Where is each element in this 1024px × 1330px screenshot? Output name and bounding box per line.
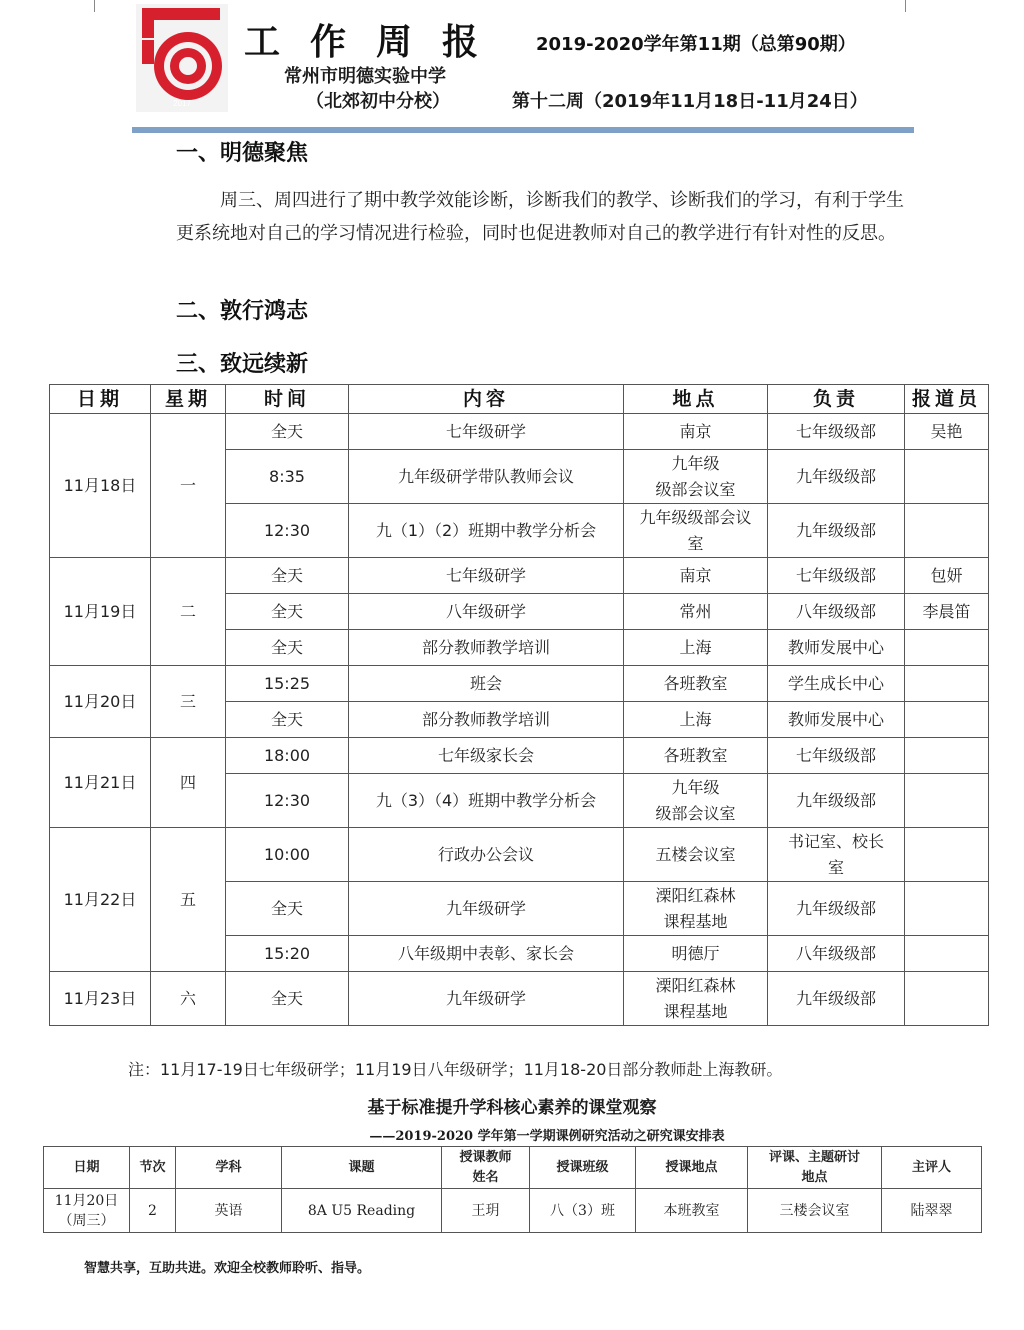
logo-year: 2017: [173, 99, 191, 108]
date-cell: 11月22日: [50, 828, 151, 972]
time-cell: 15:25: [226, 666, 349, 702]
school-name: 常州市明德实验中学: [284, 66, 446, 87]
weekday-cell: 六: [151, 972, 226, 1026]
content-cell: 九年级研学: [349, 972, 624, 1026]
reporter-cell: [905, 630, 989, 666]
column-header: 评课、主题研讨 地点: [748, 1147, 882, 1189]
time-cell: 全天: [226, 414, 349, 450]
place-cell: 明德厅: [624, 936, 768, 972]
observation-title: 基于标准提升学科核心素养的课堂观察: [367, 1098, 657, 1118]
observation-table: [43, 1146, 982, 1233]
owner-cell: 书记室、校长 室: [768, 828, 905, 882]
schedule-note: 注：11月17-19日七年级研学；11月19日八年级研学；11月18-20日部分教师赴上海教研。: [128, 1060, 783, 1079]
table-row: [50, 828, 989, 882]
observation-subtitle: ——2019-2020 学年第一学期课例研究活动之研究课安排表: [369, 1129, 725, 1144]
reporter-cell: [905, 504, 989, 558]
column-header: 报道员: [905, 385, 989, 414]
time-cell: 15:20: [226, 936, 349, 972]
content-cell: 班会: [349, 666, 624, 702]
reporter-cell: 包妍: [905, 558, 989, 594]
weekday-cell: 一: [151, 414, 226, 558]
place-cell: 常州: [624, 594, 768, 630]
place-cell: 各班教室: [624, 738, 768, 774]
owner-cell: 七年级级部: [768, 738, 905, 774]
date-cell: 11月19日: [50, 558, 151, 666]
issue-number: 2019-2020学年第11期（总第90期）: [536, 34, 856, 55]
content-cell: 九年级研学带队教师会议: [349, 450, 624, 504]
date-cell: 11月21日: [50, 738, 151, 828]
period-cell: 2: [130, 1189, 176, 1233]
teacher-cell: 王玥: [442, 1189, 530, 1233]
time-cell: 全天: [226, 594, 349, 630]
weekday-cell: 二: [151, 558, 226, 666]
reporter-cell: [905, 828, 989, 882]
reporter-cell: [905, 936, 989, 972]
place-cell: 南京: [624, 558, 768, 594]
reporter-cell: [905, 738, 989, 774]
time-cell: 12:30: [226, 504, 349, 558]
section-heading-focus: 一、明德聚焦: [176, 141, 309, 166]
time-cell: 全天: [226, 882, 349, 936]
owner-cell: 九年级级部: [768, 774, 905, 828]
weekly-schedule-table: [49, 384, 989, 1026]
place-cell: 上海: [624, 630, 768, 666]
column-header: 主评人: [882, 1147, 982, 1189]
table-row: [50, 738, 989, 774]
place-cell: 九年级 级部会议室: [624, 774, 768, 828]
week-range: 第十二周（2019年11月18日-11月24日）: [512, 91, 868, 112]
place-cell: 南京: [624, 414, 768, 450]
owner-cell: 九年级级部: [768, 972, 905, 1026]
table-row: [50, 666, 989, 702]
subject-cell: 英语: [176, 1189, 282, 1233]
owner-cell: 教师发展中心: [768, 630, 905, 666]
reviewer-cell: 陆翠翠: [882, 1189, 982, 1233]
column-header: 负责: [768, 385, 905, 414]
time-cell: 12:30: [226, 774, 349, 828]
content-cell: 部分教师教学培训: [349, 702, 624, 738]
content-cell: 八年级期中表彰、家长会: [349, 936, 624, 972]
place-cell: 溧阳红森林 课程基地: [624, 882, 768, 936]
reporter-cell: [905, 666, 989, 702]
reporter-cell: 李晨笛: [905, 594, 989, 630]
content-cell: 九（3）（4）班期中教学分析会: [349, 774, 624, 828]
column-header: 时间: [226, 385, 349, 414]
time-cell: 8:35: [226, 450, 349, 504]
place-cell: 九年级级部会议 室: [624, 504, 768, 558]
table-header-row: [44, 1147, 982, 1189]
place-cell: 本班教室: [636, 1189, 748, 1233]
content-cell: 七年级研学: [349, 414, 624, 450]
time-cell: 全天: [226, 972, 349, 1026]
table-row: [50, 972, 989, 1026]
owner-cell: 八年级级部: [768, 936, 905, 972]
content-cell: 九（1）（2）班期中教学分析会: [349, 504, 624, 558]
table-row: [50, 414, 989, 450]
page-edge-mark: [905, 0, 906, 12]
owner-cell: 学生成长中心: [768, 666, 905, 702]
column-header: 授课班级: [530, 1147, 636, 1189]
time-cell: 全天: [226, 630, 349, 666]
weekday-cell: 五: [151, 828, 226, 972]
column-header: 日期: [50, 385, 151, 414]
content-cell: 行政办公会议: [349, 828, 624, 882]
footer-note: 智慧共享，互助共进。欢迎全校教师聆听、指导。: [84, 1261, 371, 1276]
owner-cell: 七年级级部: [768, 558, 905, 594]
time-cell: 18:00: [226, 738, 349, 774]
column-header: 授课教师 姓名: [442, 1147, 530, 1189]
time-cell: 10:00: [226, 828, 349, 882]
column-header: 星期: [151, 385, 226, 414]
place-cell: 各班教室: [624, 666, 768, 702]
place-cell: 九年级 级部会议室: [624, 450, 768, 504]
reporter-cell: [905, 774, 989, 828]
date-cell: 11月20日 （周三）: [44, 1189, 130, 1233]
section-heading-future: 三、致远续新: [176, 352, 309, 377]
date-cell: 11月20日: [50, 666, 151, 738]
weekday-cell: 三: [151, 666, 226, 738]
page-edge-mark: [94, 0, 95, 12]
branch-name: （北郊初中分校）: [306, 91, 450, 112]
class-cell: 八（3）班: [530, 1189, 636, 1233]
place-cell: 上海: [624, 702, 768, 738]
header-divider: [132, 127, 914, 133]
date-cell: 11月18日: [50, 414, 151, 558]
owner-cell: 教师发展中心: [768, 702, 905, 738]
owner-cell: 七年级级部: [768, 414, 905, 450]
place-cell: 溧阳红森林 课程基地: [624, 972, 768, 1026]
column-header: 学科: [176, 1147, 282, 1189]
school-logo-icon: [136, 4, 228, 112]
review-place-cell: 三楼会议室: [748, 1189, 882, 1233]
weekday-cell: 四: [151, 738, 226, 828]
focus-paragraph: 周三、周四进行了期中教学效能诊断，诊断我们的教学、诊断我们的学习，有利于学生更系统地对自己的学习情况进行检验，同时也促进教师对自己的教学进行有针对性的反思。: [176, 190, 904, 244]
column-header: 日期: [44, 1147, 130, 1189]
owner-cell: 九年级级部: [768, 450, 905, 504]
table-header-row: [50, 385, 989, 414]
content-cell: 九年级研学: [349, 882, 624, 936]
date-cell: 11月23日: [50, 972, 151, 1026]
reporter-cell: [905, 702, 989, 738]
reporter-cell: [905, 972, 989, 1026]
column-header: 课题: [282, 1147, 442, 1189]
page-title: 工作周报: [244, 22, 509, 63]
content-cell: 七年级家长会: [349, 738, 624, 774]
content-cell: 部分教师教学培训: [349, 630, 624, 666]
reporter-cell: [905, 450, 989, 504]
owner-cell: 九年级级部: [768, 504, 905, 558]
section-heading-conduct: 二、敦行鸿志: [176, 299, 309, 324]
owner-cell: 九年级级部: [768, 882, 905, 936]
reporter-cell: 吴艳: [905, 414, 989, 450]
time-cell: 全天: [226, 558, 349, 594]
table-row: [50, 558, 989, 594]
reporter-cell: [905, 882, 989, 936]
place-cell: 五楼会议室: [624, 828, 768, 882]
owner-cell: 八年级级部: [768, 594, 905, 630]
content-cell: 七年级研学: [349, 558, 624, 594]
content-cell: 八年级研学: [349, 594, 624, 630]
time-cell: 全天: [226, 702, 349, 738]
column-header: 内容: [349, 385, 624, 414]
column-header: 授课地点: [636, 1147, 748, 1189]
column-header: 节次: [130, 1147, 176, 1189]
column-header: 地点: [624, 385, 768, 414]
topic-cell: 8A U5 Reading: [282, 1189, 442, 1233]
table-row: [44, 1189, 982, 1233]
